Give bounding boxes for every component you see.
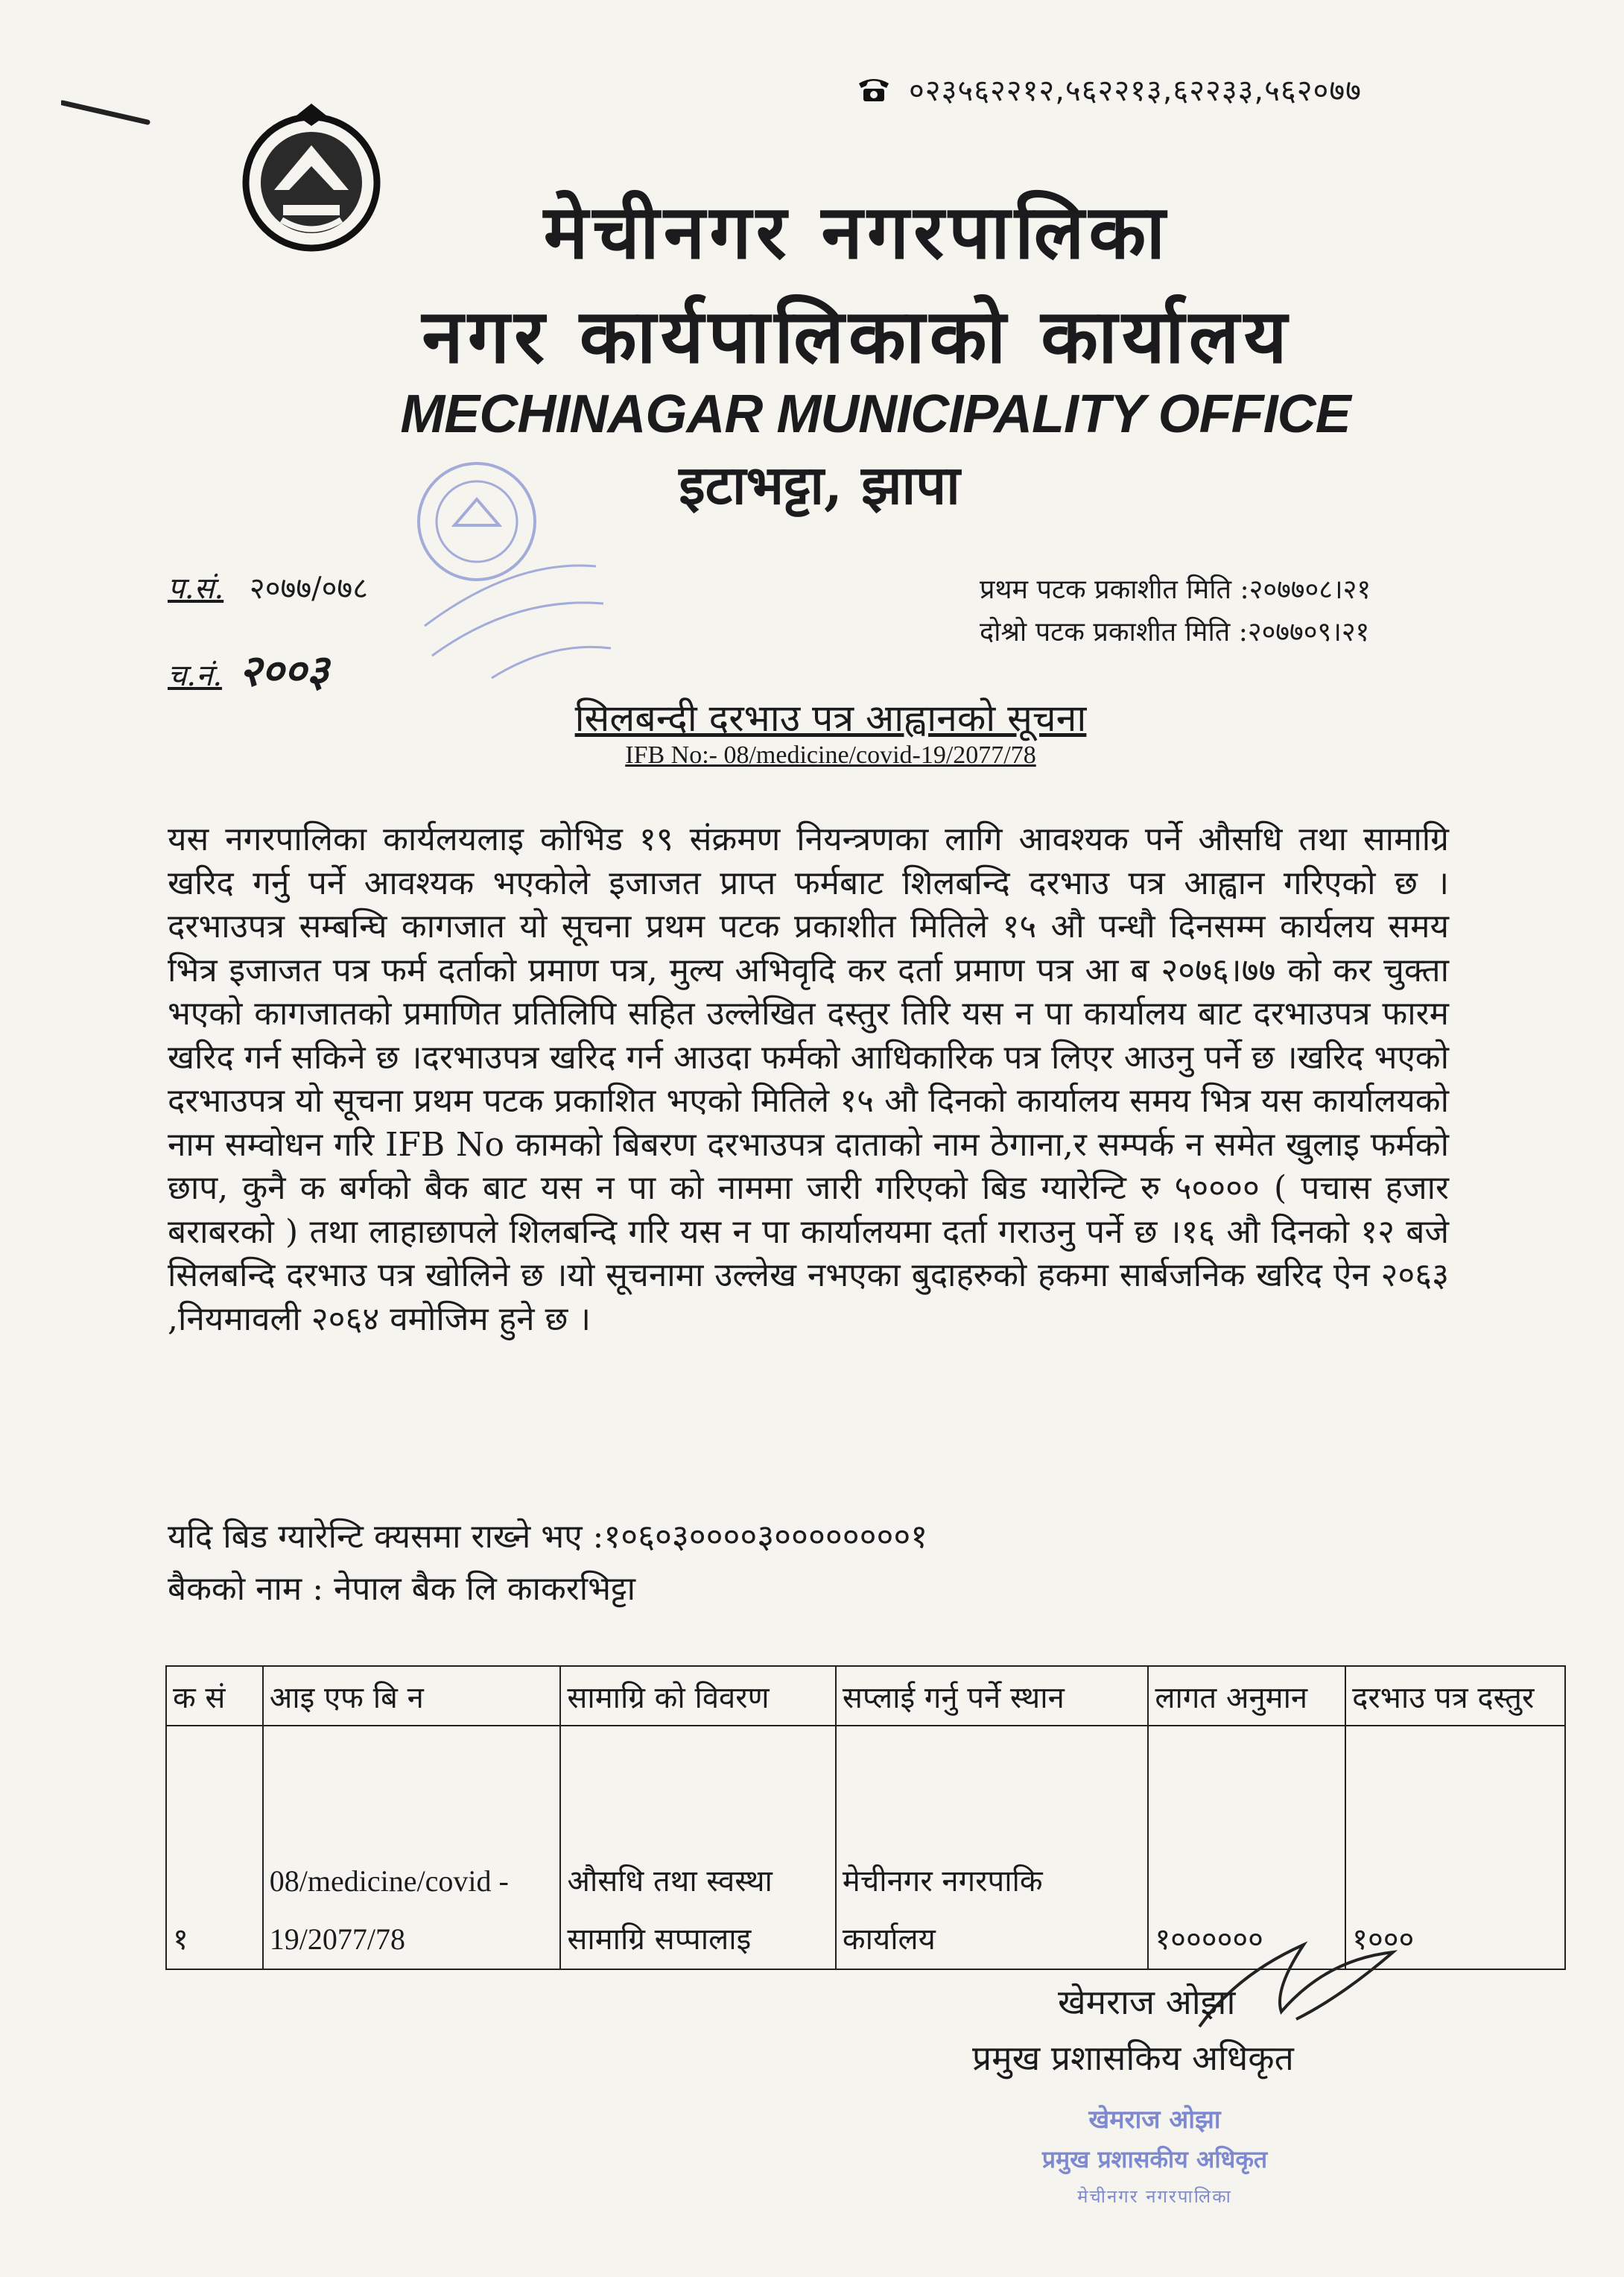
telephone-icon bbox=[857, 76, 891, 103]
table-header-cell: सामाग्रि को विवरण bbox=[560, 1666, 836, 1726]
reference-label: प.सं. bbox=[168, 571, 224, 606]
tender-table bbox=[165, 1665, 1566, 1970]
stamp-name: खेमराज ओझा bbox=[1088, 2105, 1221, 2135]
round-office-stamp-icon bbox=[402, 455, 626, 693]
stamp-office: मेचीनगर नगरपालिका bbox=[1077, 2186, 1232, 2207]
reference-number bbox=[168, 566, 368, 607]
table-header-cell: दरभाउ पत्र दस्तुर bbox=[1345, 1666, 1565, 1726]
first-publication-date: प्रथम पटक प्रकाशीत मिति :२०७७०८।२१ bbox=[980, 574, 1371, 605]
stamp-title: प्रमुख प्रशासकीय अधिकृत bbox=[1041, 2145, 1268, 2173]
phone-numbers: ०२३५६२२१२,५६२२१३,६२२३३,५६२०७७ bbox=[909, 74, 1362, 108]
pen-mark bbox=[61, 97, 150, 127]
ifb-number: IFB No:- 08/medicine/covid-19/2077/78 bbox=[625, 741, 1036, 769]
table-header-cell: आइ एफ बि न bbox=[263, 1666, 561, 1726]
bank-name-line: बैकको नाम : नेपाल बैक लि काकरभिट्टा bbox=[168, 1570, 635, 1608]
table-cell-description: औसधि तथा स्वस्था सामाग्रि सप्पालाइ bbox=[560, 1726, 836, 1969]
reference-value: २०७७/०७८ bbox=[249, 571, 368, 606]
office-address: इटाभट्टा, झापा bbox=[679, 453, 960, 516]
table-header-row bbox=[166, 1666, 1565, 1726]
table-cell-supply-location: मेचीनगर नगरपाकि कार्यालय bbox=[836, 1726, 1148, 1969]
notice-title: सिलबन्दी दरभाउ पत्र आह्वानको सूचना bbox=[574, 697, 1087, 740]
office-title-english: MECHINAGAR MUNICIPALITY OFFICE bbox=[400, 384, 1351, 444]
office-title-nepali-line2: नगर कार्यपालिकाको कार्यालय bbox=[422, 292, 1292, 380]
dispatch-label: च.नं. bbox=[168, 659, 223, 693]
second-publication-date: दोश्रो पटक प्रकाशीत मिति :२०७७०९।२१ bbox=[980, 617, 1370, 647]
phone-line bbox=[857, 69, 1362, 110]
bank-account-line: यदि बिड ग्यारेन्टि क्यसमा राख्ने भए :१०६०३००००३००००००००१ bbox=[168, 1518, 928, 1556]
table-header-cell: क सं bbox=[166, 1666, 263, 1726]
dispatch-number bbox=[168, 639, 329, 698]
table-header-cell: लागत अनुमान bbox=[1148, 1666, 1345, 1726]
signatory-name: खेमराज ओझा bbox=[1058, 1982, 1236, 2022]
office-title-nepali-line1: मेचीनगर नगरपालिका bbox=[543, 188, 1170, 276]
table-header-cell: सप्लाई गर्नु पर्ने स्थान bbox=[836, 1666, 1148, 1726]
table-cell-serial: १ bbox=[166, 1726, 263, 1969]
table-cell-cost-estimate: १०००००० bbox=[1148, 1726, 1345, 1969]
dispatch-value: २००३ bbox=[238, 645, 329, 696]
notice-body: यस नगरपालिका कार्यलयलाइ कोभिड १९ संक्रमण नियन्त्रणका लागि आवश्यक पर्ने औसधि तथा सामाग्रि खरिद गर्नु पर्ने आवश्यक भएकोले इजाजत प्राप्त फर्मबाट शिलबन्दि दरभाउ पत्र आह्वान गरिएको छ । दरभाउपत्र सम्बन्घि कागजात यो सूचना प्रथम पटक प्रकाशीत मितिले १५ औ पन्धौ दिनसम्म कार्यलय समय भित्र इजाजत पत्र फर्म दर्ताको प्रमाण पत्र, मुल्य अभिवृदि कर दर्ता प्रमाण पत्र आ ब २०७६।७७ को कर चुक्ता भएको कागजातको प्रमाणित प्रतिलिपि सहित उल्लेखित दस्तुर तिरि यस न पा कार्यालय बाट दरभाउपत्र फारम खरिद गर्न सकिने छ ।दरभाउपत्र खरिद गर्न आउदा फर्मको आधिकारिक पत्र लिएर आउनु पर्ने छ ।खरिद भएको दरभाउपत्र यो सूचना प्रथम पटक प्रकाशित भएको मितिले १५ औ दिनको कार्यालय समय भित्र यस कार्यालयको नाम सम्वोधन गरि IFB No कामको बिबरण दरभाउपत्र दाताको नाम ठेगाना,र सम्पर्क न समेत खुलाइ फर्मको छाप, कुनै क बर्गको बैक बाट यस न पा को नाममा जारी गरिएको बिड ग्यारेन्टि रु ५०००० ( पचास हजार बराबरको ) तथा लाहाछापले शिलबन्दि गरि यस न पा कार्यालयमा दर्ता गराउनु पर्ने छ ।१६ औ दिनको १२ बजे सिलबन्दि दरभाउ पत्र खोलिने छ ।यो सूचनामा उल्लेख नभएका बुदाहरुको हकमा सार्बजनिक खरिद ऐन २०६३ ,नियमावली २०६४ वमोजिम हुने छ । bbox=[168, 820, 1449, 1338]
signatory-title: प्रमुख प्रशासकिय अधिकृत bbox=[972, 2038, 1294, 2078]
table-cell-bid-fee: १००० bbox=[1345, 1726, 1565, 1969]
table-cell-ifb: 08/medicine/covid - 19/2077/78 bbox=[263, 1726, 561, 1969]
name-stamp bbox=[1006, 2101, 1304, 2208]
